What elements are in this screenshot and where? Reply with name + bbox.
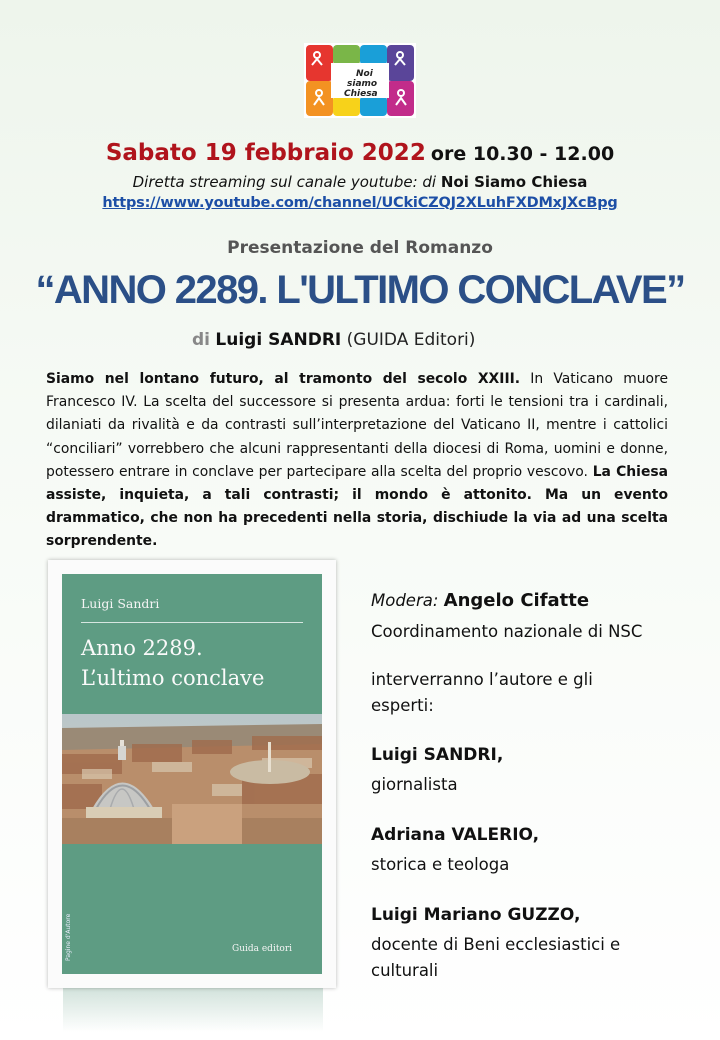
stream-info <box>0 173 720 191</box>
moderator-role: Coordinamento nazionale di NSC <box>371 622 643 641</box>
speaker-name: Luigi SANDRI, <box>371 745 504 765</box>
moderator-label: Modera: <box>371 591 439 610</box>
speaker-role: storica e teologa <box>371 855 510 874</box>
description-body: In Vaticano muore Francesco IV. La scelta del successore si presenta ardua: forti le tensioni tra i cardinali, dilaniati da rivalità e da contrasti sull’interpretazione del Vaticano II, mentre i cattolici “conciliari” vorrebbero che alcuni rappresentanti della diocesi di Roma, uomini e donne, potessero entrare in conclave per partecipare alla scelta del proprio vescovo. <box>46 371 669 480</box>
stream-channel: Noi Siamo Chiesa <box>440 173 588 191</box>
youtube-channel-link[interactable]: https://www.youtube.com/channel/UCkiCZQJ2XLuhFXDMxJXcBpg <box>102 195 618 211</box>
speakers-intro-line-1: interverranno l’autore e gli <box>371 670 593 689</box>
st-peters-basilica-photo <box>62 714 322 844</box>
logo-line-3: Chiesa <box>344 89 378 99</box>
novel-description <box>46 368 668 554</box>
author-prefix: di <box>192 330 210 350</box>
speaker-role: giornalista <box>371 775 458 794</box>
book-cover <box>48 560 336 988</box>
book-cover-panel <box>62 574 322 974</box>
cover-divider <box>81 622 303 623</box>
speaker-name: Adriana VALERIO, <box>371 825 540 845</box>
description-intro: Siamo nel lontano futuro, al tramonto del secolo XXIII. <box>46 371 521 387</box>
speaker-role-continued: culturali <box>371 961 439 980</box>
moderator-line <box>371 590 589 611</box>
cover-series: Pagine d'Autore <box>65 913 72 961</box>
presentation-label: Presentazione del Romanzo <box>227 238 493 258</box>
cover-title-line-1: Anno 2289. <box>81 636 203 660</box>
speakers-intro-line-2: esperti: <box>371 696 434 715</box>
speaker-name: Luigi Mariano GUZZO, <box>371 905 581 925</box>
publisher-name: (GUIDA Editori) <box>346 330 476 350</box>
author-line <box>192 330 475 350</box>
moderator-name: Angelo Cifatte <box>443 590 590 611</box>
cover-publisher: Guida editori <box>232 944 293 954</box>
noi-siamo-chiesa-logo <box>304 43 416 118</box>
novel-title: “ANNO 2289. L'ULTIMO CONCLAVE” <box>35 268 685 312</box>
cover-title-line-2: L’ultimo conclave <box>81 666 265 690</box>
cover-author: Luigi Sandri <box>81 596 160 611</box>
author-name: Luigi SANDRI <box>215 330 342 350</box>
speaker-role: docente di Beni ecclesiastici e <box>371 935 621 954</box>
description-outro: La Chiesa assiste, inquieta, a tali contrasti; il mondo è attonito. Ma un evento drammatico, che non ha precedenti nella storia, dischiude la via ad una scelta sorprendente. <box>46 463 669 550</box>
event-time: ore 10.30 - 12.00 <box>430 143 615 165</box>
logo-line-2: siamo <box>347 79 378 89</box>
event-date: Sabato 19 febbraio 2022 <box>105 140 426 166</box>
stream-text: Diretta streaming sul canale youtube: di <box>132 173 437 191</box>
event-date-line <box>0 140 720 166</box>
book-reflection <box>63 986 323 1032</box>
logo-line-1: Noi <box>356 69 373 79</box>
